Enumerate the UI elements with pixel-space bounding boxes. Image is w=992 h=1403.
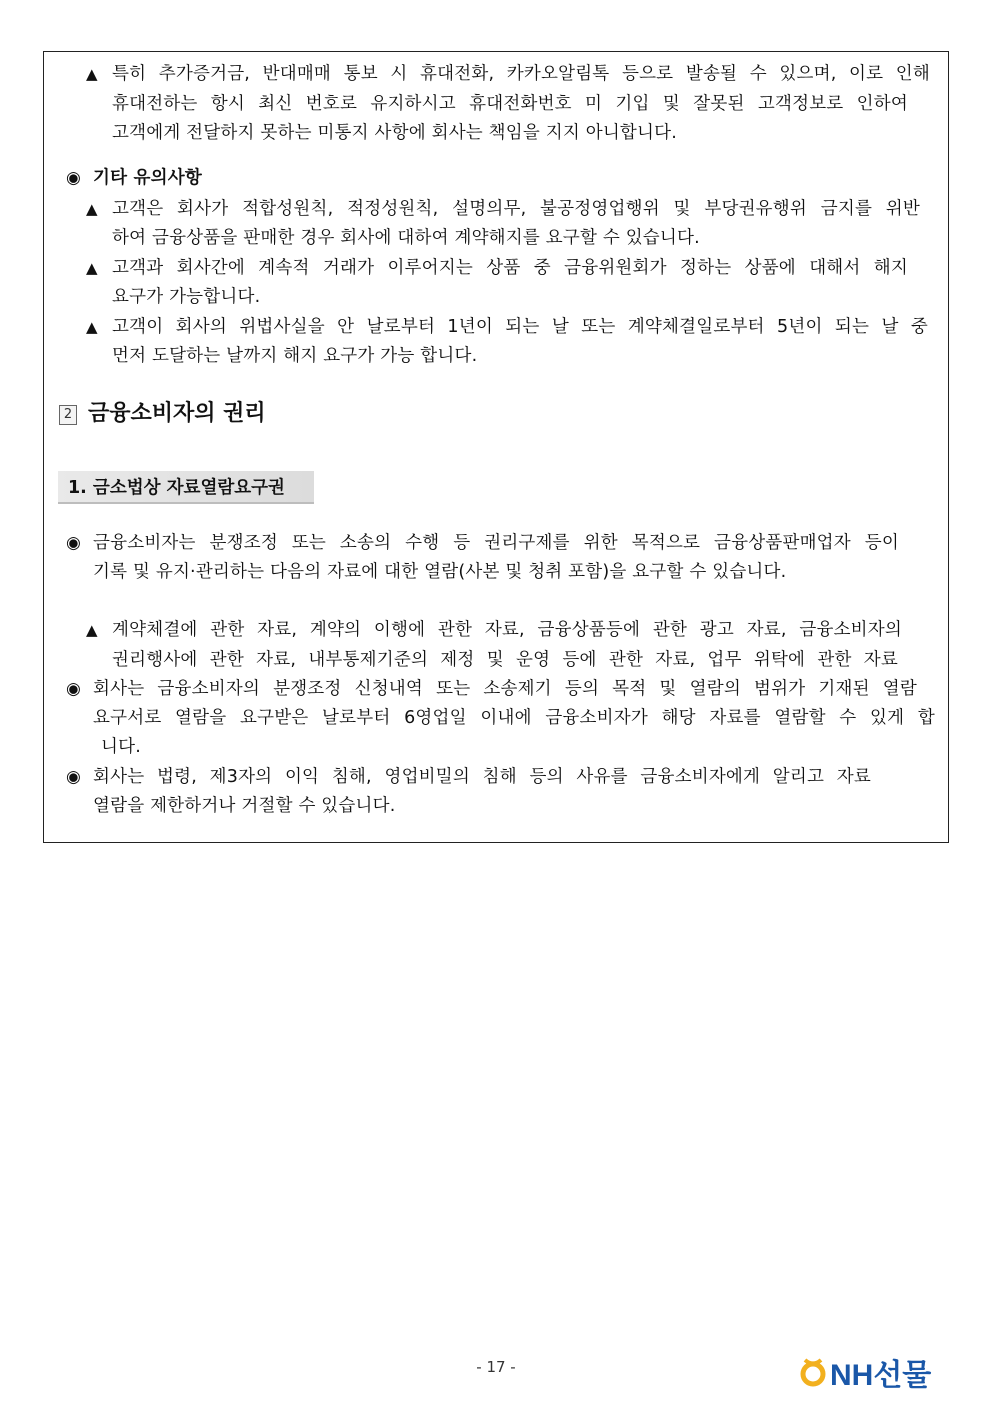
notes-item1-line-2: 하여 금융상품을 판매한 경우 회사에 대하여 계약해지를 요구할 수 있습니다.	[112, 228, 700, 248]
notes-item3-line-1: 고객이 회사의 위법사실을 안 날로부터 1년이 되는 날 또는 계약체결일로부터 5년이 되는 날 중	[112, 317, 928, 337]
circle-bullet-icon: ◉	[66, 679, 81, 699]
rights-list-line-1: 계약체결에 관한 자료, 계약의 이행에 관한 자료, 금융상품등에 관한 광고 자료, 금융소비자의	[112, 620, 902, 640]
page-number: - 17 -	[476, 1358, 516, 1376]
rights-p2-line-2: 요구서로 열람을 요구받은 날로부터 6영업일 이내에 금융소비자가 해당 자료를 열람할 수 있게 합	[93, 708, 935, 728]
notes-heading: 기타 유의사항	[93, 168, 202, 188]
triangle-bullet-icon: ▲	[86, 318, 98, 336]
nh-logo-text: NH선물	[830, 1359, 932, 1391]
rights-p2-line-3: 니다.	[101, 737, 141, 757]
nh-logo-mark-icon	[799, 1355, 951, 1391]
nh-logo	[799, 1355, 951, 1391]
rights-p1-line-2: 기록 및 유지·관리하는 다음의 자료에 대한 열람(사본 및 청취 포함)을 요구할 수 있습니다.	[93, 562, 787, 582]
triangle-bullet-icon: ▲	[86, 65, 98, 83]
notes-item2-line-1: 고객과 회사간에 계속적 거래가 이루어지는 상품 중 금융위원회가 정하는 상품에 대해서 해지	[112, 258, 908, 278]
triangle-bullet-icon: ▲	[86, 200, 98, 218]
intro-line-1: 특히 추가증거금, 반대매매 통보 시 휴대전화, 카카오알림톡 등으로 발송될 수 있으며, 이로 인해	[112, 64, 930, 84]
intro-line-2: 휴대전하는 항시 최신 번호로 유지하시고 휴대전화번호 미 기입 및 잘못된 고객정보로 인하여	[112, 94, 908, 114]
notes-item3-line-2: 먼저 도달하는 날까지 해지 요구가 가능 합니다.	[112, 346, 478, 366]
section-title: 금융소비자의 권리	[88, 401, 266, 426]
rights-p3-line-2: 열람을 제한하거나 거절할 수 있습니다.	[93, 796, 396, 816]
circle-bullet-icon: ◉	[66, 168, 81, 188]
section-number-badge: 2	[59, 405, 77, 425]
notes-item2-line-2: 요구가 가능합니다.	[112, 287, 261, 307]
rights-p3-line-1: 회사는 법령, 제3자의 이익 침해, 영업비밀의 침해 등의 사유를 금융소비자에게 알리고 자료	[93, 767, 871, 787]
triangle-bullet-icon: ▲	[86, 259, 98, 277]
triangle-bullet-icon: ▲	[86, 621, 98, 639]
circle-bullet-icon: ◉	[66, 767, 81, 787]
circle-bullet-icon: ◉	[66, 533, 81, 553]
rights-list-line-2: 권리행사에 관한 자료, 내부통제기준의 제정 및 운영 등에 관한 자료, 업무 위탁에 관한 자료	[112, 650, 898, 670]
rights-p2-line-1: 회사는 금융소비자의 분쟁조정 신청내역 또는 소송제기 등의 목적 및 열람의 범위가 기재된 열람	[93, 679, 917, 699]
intro-line-3: 고객에게 전달하지 못하는 미통지 사항에 회사는 책임을 지지 아니합니다.	[112, 123, 678, 143]
notes-item1-line-1: 고객은 회사가 적합성원칙, 적정성원칙, 설명의무, 불공정영업행위 및 부당권유행위 금지를 위반	[112, 199, 920, 219]
rights-p1-line-1: 금융소비자는 분쟁조정 또는 소송의 수행 등 권리구제를 위한 목적으로 금융상품판매업자 등이	[93, 533, 899, 553]
subsection-title: 1. 금소법상 자료열람요구권	[68, 478, 285, 498]
